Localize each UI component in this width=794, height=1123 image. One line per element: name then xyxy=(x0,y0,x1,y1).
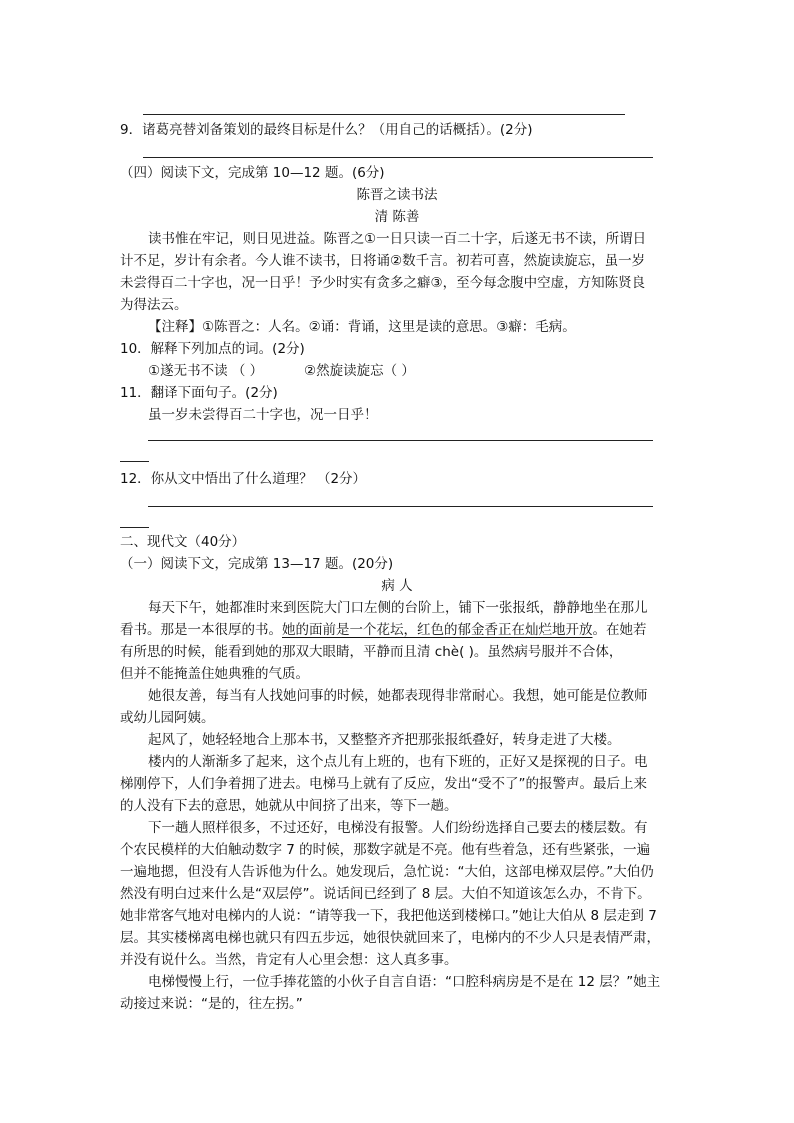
passage-title: 陈晋之读书法 xyxy=(356,187,438,203)
answer-line xyxy=(120,461,149,462)
passage-line: 读书惟在牢记，则日见进益。陈晋之①一日只读一百二十字，后遂无书不读，所谓日 xyxy=(148,231,647,247)
passage-line: 一遍地摁，但没有人告诉他为什么。她发现后，急忙说：“大伯，这部电梯双层停。”大伯仍 xyxy=(120,864,654,880)
passage-line: 或幼儿园阿姨。 xyxy=(120,710,215,726)
passage-line: 楼内的人渐渐多了起来，这个点儿有上班的，也有下班的，正好又是探视的日子。电 xyxy=(148,754,648,770)
question-11: 11．翻译下面句子。(2分) xyxy=(120,385,278,401)
passage-line: 计不足，岁计有余者。今人谁不读书，日将诵②数千言。初若可喜，然旋读旋忘，虽一岁 xyxy=(120,253,646,269)
section-heading: 二、现代文（40分） xyxy=(120,534,246,550)
section-intro: （四）阅读下文，完成第 10—12 题。(6分) xyxy=(120,165,385,181)
passage-text: 。在她若 xyxy=(592,622,647,638)
passage-line: 然没有明白过来什么是“双层停”。说话间已经到了 8 层。大伯不知道该怎么办，不肯下。 xyxy=(120,886,651,902)
passage-line xyxy=(120,620,647,640)
passage-title: 病 人 xyxy=(381,578,413,594)
passage-line: 并没有说什么。当然，肯定有人心里会想：这人真多事。 xyxy=(120,952,458,968)
question-9: 9．诸葛亮替刘备策划的最终目标是什么？（用自己的话概括）。(2分) xyxy=(120,122,533,138)
passage-line: 个农民模样的大伯触动数字 7 的时候，那数字就是不亮。他有些着急，还有些紧张，一遍 xyxy=(120,842,651,858)
passage-line: 为得法云。 xyxy=(120,297,188,313)
passage-line: 梯刚停下，人们争着拥了进去。电梯马上就有了反应，发出“受不了”的报警声。最后上来 xyxy=(120,776,647,792)
passage-line: 层。其实楼梯离电梯也就只有四五步远，她很快就回来了，电梯内的不少人只是表情严肃， xyxy=(120,930,660,946)
passage-line: 她非常客气地对电梯内的人说：“请等我一下，我把他送到楼梯口。”她让大伯从 8 层走到 7 xyxy=(120,908,657,924)
question-10: 10．解释下列加点的词。(2分) xyxy=(120,341,305,357)
passage-line: 未尝得百二十字也，况一日乎！予少时实有贪多之癖③，至今每念腹中空虚，方知陈贤良 xyxy=(120,275,646,291)
passage-line: 下一趟人照样很多，不过还好，电梯没有报警。人们纷纷选择自己要去的楼层数。有 xyxy=(148,820,648,836)
passage-line: 每天下午，她都准时来到医院大门口左侧的台阶上，铺下一张报纸，静静地坐在那儿 xyxy=(148,600,648,616)
answer-line xyxy=(143,157,653,158)
passage-author: 清 陈善 xyxy=(374,209,420,225)
underlined-sentence: 她的面前是一个花坛，红色的郁金香正在灿烂地开放 xyxy=(282,622,593,638)
answer-line xyxy=(120,527,149,528)
question-11-sentence: 虽一岁未尝得百二十字也，况一日乎！ xyxy=(148,407,378,423)
passage-line: 她很友善，每当有人找她问事的时候，她都表现得非常耐心。我想，她可能是位教师 xyxy=(148,688,648,704)
section-intro: （一）阅读下文，完成第 13—17 题。(20分) xyxy=(120,556,394,572)
answer-line xyxy=(148,440,653,441)
passage-text: 看书。那是一本很厚的书。 xyxy=(120,622,282,638)
question-10-item-a: ①遂无书不读 （ ） xyxy=(148,363,264,379)
annotation-note: 【注释】①陈晋之：人名。②诵：背诵，这里是读的意思。③癖：毛病。 xyxy=(148,319,576,335)
answer-line xyxy=(143,114,625,115)
question-10-item-b: ②然旋读旋忘（ ） xyxy=(304,363,415,379)
passage-line: 起风了，她轻轻地合上那本书，又整整齐齐把那张报纸叠好，转身走进了大楼。 xyxy=(148,732,621,748)
passage-line: 动接过来说：“是的，往左拐。” xyxy=(120,996,303,1012)
passage-line: 电梯慢慢上行，一位手捧花篮的小伙子自言自语：“口腔科病房是不是在 12 层？”她主 xyxy=(148,974,661,990)
answer-line xyxy=(148,506,653,507)
passage-line: 有所思的时候，能看到她的那双大眼睛，平静而且清 chè( )。虽然病号服并不合体， xyxy=(120,644,623,660)
question-12: 12．你从文中悟出了什么道理？ （2分） xyxy=(120,471,367,487)
passage-line: 但并不能掩盖住她典雅的气质。 xyxy=(120,666,309,682)
passage-line: 的人没有下去的意思，她就从中间挤了出来，等下一趟。 xyxy=(120,798,458,814)
